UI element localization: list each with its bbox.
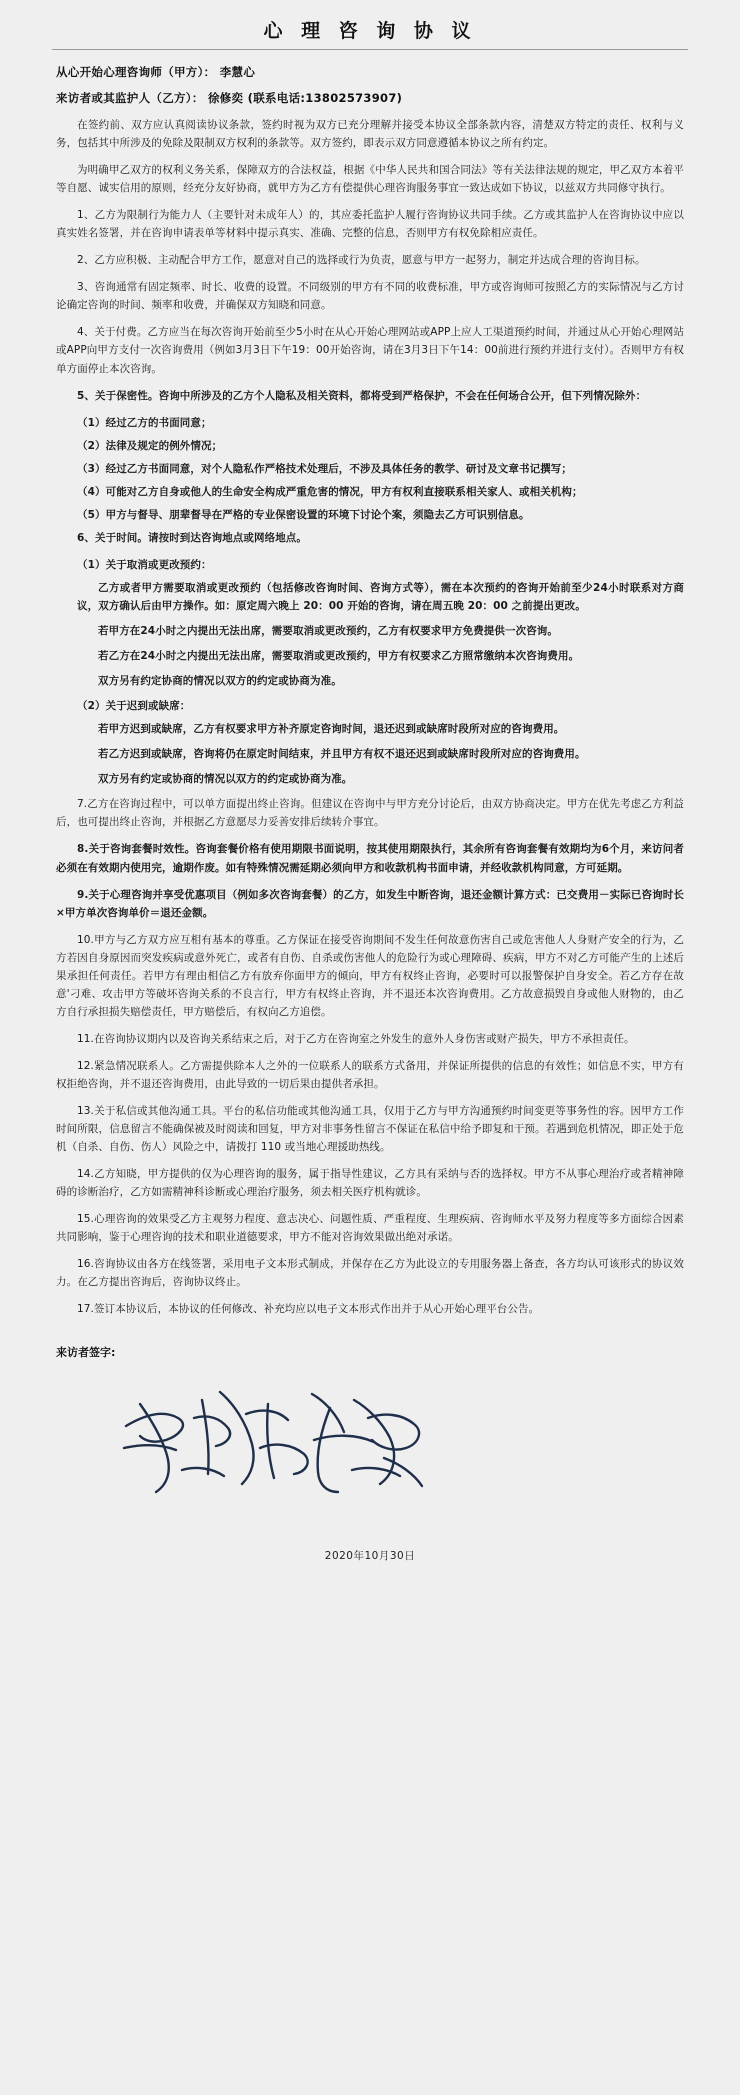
clause-paragraph: （1）关于取消或更改预约： xyxy=(77,558,212,571)
clause-paragraph: 16.咨询协议由各方在线签署，采用电子文本形式制成，并保存在乙方为此设立的专用服务器上备查，各方均认可该形式的协议效力。在乙方提出咨询后，咨询协议终止。 xyxy=(56,1258,684,1289)
clause-paragraph: 若甲方迟到或缺席，乙方有权要求甲方补齐原定咨询时间，退还迟到或缺席时段所对应的咨询费用。 xyxy=(98,723,565,736)
clause-paragraph: 7.乙方在咨询过程中，可以单方面提出终止咨询。但建议在咨询中与甲方充分讨论后，由双方协商决定。甲方在优先考虑乙方利益后，也可提出终止咨询，并根据乙方意愿尽力妥善安排后续转介事宜。 xyxy=(56,798,684,829)
document-body xyxy=(0,64,740,1563)
clause-paragraph: 若乙方在24小时之内提出无法出席，需要取消或更改预约，甲方有权要求乙方照常缴纳本次咨询费用。 xyxy=(98,650,580,663)
clause-paragraph: 若甲方在24小时之内提出无法出席，需要取消或更改预约，乙方有权要求甲方免费提供一次咨询。 xyxy=(98,625,559,638)
clause-paragraph: 10.甲方与乙方双方应互相有基本的尊重。乙方保证在接受咨询期间不发生任何故意伤害自己或危害他人人身财产安全的行为，乙方若因自身原因而突发疾病或意外死亡，或者有自伤、自杀或伤害他人的危险行为或心理障碍、疾病，甲方不对乙方可能产生的上述后果承担任何责任。若甲方有理由相信乙方有放弃你面甲方的倾向，甲方有权终止咨询，必要时可以报警保护自身安全。若乙方存在故意'刁难、攻击甲方等破坏咨询关系的不良言行，甲方有权终止咨询，并不退还本次咨询费用。乙方故意损毁自身或他人财物的，由乙方自行承担损失赔偿责任，甲方赔偿后，有权向乙方追偿。 xyxy=(56,933,684,1018)
clause-paragraph: 为明确甲乙双方的权利义务关系，保障双方的合法权益，根据《中华人民共和国合同法》等有关法律法规的规定，甲乙双方本着平等自愿、诚实信用的原则，经充分友好协商，就甲方为乙方有偿提供心理咨询服务事宜一致达成如下协议，以兹双方共同修守执行。 xyxy=(56,164,684,195)
clause-paragraph: （1）经过乙方的书面同意； xyxy=(77,416,212,429)
clause-paragraph: 2、乙方应积极、主动配合甲方工作，愿意对自己的选择或行为负责，愿意与甲方一起努力，制定并达成合理的咨询目标。 xyxy=(77,254,646,267)
clause-paragraph: 双方另有约定协商的情况以双方的约定或协商为准。 xyxy=(98,675,342,688)
clause-paragraph: （5）甲方与督导、朋辈督导在严格的专业保密设置的环境下讨论个案，须隐去乙方可识别信息。 xyxy=(77,508,530,521)
title-divider xyxy=(52,49,688,50)
clause-paragraph: 3、咨询通常有固定频率、时长、收费的设置。不同级别的甲方有不同的收费标准，甲方或咨询师可按照乙方的实际情况与乙方讨论确定咨询的时间、频率和收费，并确保双方知晓和同意。 xyxy=(56,281,684,312)
clause-paragraph: 双方另有约定或协商的情况以双方的约定或协商为准。 xyxy=(98,773,353,786)
handwritten-signature-icon xyxy=(116,1374,436,1504)
clause-paragraph: （4）可能对乙方自身或他人的生命安全构成严重危害的情况，甲方有权利直接联系相关家人、或相关机构； xyxy=(77,485,583,498)
clause-paragraph: 5、关于保密性。咨询中所涉及的乙方个人隐私及相关资料，都将受到严格保护，不会在任何场合公开，但下列情况除外： xyxy=(77,389,647,402)
clause-paragraph: 4、关于付费。乙方应当在每次咨询开始前至少5小时在从心开始心理网站或APP上应人工渠道预约时间，并通过从心开始心理网站或APP向甲方支付一次咨询费用（例如3月3日下午19：00开始咨询，请在3月3日下午14：00前进行预约并进行支付）。否则甲方有权单方面停止本次咨询。 xyxy=(56,326,684,375)
clause-list xyxy=(56,116,684,1318)
party-b-line: 来访者或其监护人（乙方）： 徐修奕 (联系电话:13802573907) xyxy=(56,91,403,105)
clause-paragraph: 乙方或者甲方需要取消或更改预约（包括修改咨询时间、咨询方式等），需在本次预约的咨询开始前至少24小时联系对方商议，双方确认后由甲方操作。如：原定周六晚上 20：00 开始的咨询，请在周五晚 20：00 之前提出更改。 xyxy=(77,581,684,612)
clause-paragraph: 6、关于时间。请按时到达咨询地点或网络地点。 xyxy=(77,531,308,544)
page-title: 心 理 咨 询 协 议 xyxy=(263,20,477,42)
clause-paragraph: 9.关于心理咨询并享受优惠项目（例如多次咨询套餐）的乙方，如发生中断咨询，退还金额计算方式：已交费用－实际已咨询时长×甲方单次咨询单价＝退还金额。 xyxy=(56,888,684,919)
clause-paragraph: 17.签订本协议后，本协议的任何修改、补充均应以电子文本形式作出并于从心开始心理平台公告。 xyxy=(77,1303,540,1316)
clause-paragraph: 8.关于咨询套餐时效性。咨询套餐价格有使用期限书面说明，按其使用期限执行，其余所有咨询套餐有效期均为6个月，来访问者必须在有效期内使用完，逾期作废。如有特殊情况需延期必须向甲方和收款机构书面申请，并经收款机构同意，方可延期。 xyxy=(56,843,684,874)
document-date: 2020年10月30日 xyxy=(324,1550,416,1563)
clause-paragraph: 13.关于私信或其他沟通工具。平台的私信功能或其他沟通工具，仅用于乙方与甲方沟通预约时间变更等事务性的容。因甲方工作时间所限，信息留言不能确保被及时阅读和回复，甲方对非事务性留言不保证在私信中给予即复和干预。若遇到危机情况，即正处于危机（自杀、自伤、伤人）风险之中，请拨打 110 或当地心理援助热线。 xyxy=(56,1105,684,1154)
clause-paragraph: 1、乙方为限制行为能力人（主要针对未成年人）的，其应委托监护人履行咨询协议共同手续。乙方或其监护人在咨询协议中应以真实姓名签署，并在咨询申请表单等材料中提示真实、准确、完整的信息，否则甲方有权免除相应责任。 xyxy=(56,209,684,240)
clause-paragraph: （3）经过乙方书面同意，对个人隐私作严格技术处理后，不涉及具体任务的教学、研讨及文章书记撰写； xyxy=(77,462,573,475)
clause-paragraph: 15.心理咨询的效果受乙方主观努力程度、意志决心、问题性质、严重程度、生理疾病、咨询师水平及努力程度等多方面综合因素共同影响，鉴于心理咨询的技术和职业道德要求，甲方不能对咨询效果做出绝对承诺。 xyxy=(56,1213,684,1244)
clause-paragraph: 12.紧急情况联系人。乙方需提供除本人之外的一位联系人的联系方式备用，并保证所提供的信息的有效性；如信息不实，甲方有权拒绝咨询，并不退还咨询费用，由此导致的一切后果由提供者承担。 xyxy=(56,1059,684,1090)
clause-paragraph: 14.乙方知晓，甲方提供的仅为心理咨询的服务，属于指导性建议，乙方具有采纳与否的选择权。甲方不从事心理治疗或者精神障碍的诊断治疗，乙方如需精神科诊断或心理治疗服务，须去相关医疗机构就诊。 xyxy=(56,1168,684,1199)
signature-area xyxy=(56,1364,684,1514)
clause-paragraph: 11.在咨询协议期内以及咨询关系结束之后，对于乙方在咨询室之外发生的意外人身伤害或财产损失，甲方不承担责任。 xyxy=(77,1032,635,1045)
clause-paragraph: （2）法律及规定的例外情况； xyxy=(77,439,223,452)
clause-paragraph: 在签约前、双方应认真阅读协议条款，签约时视为双方已充分理解并接受本协议全部条款内容，清楚双方特定的责任、权利与义务，包括其中所涉及的免除及限制双方权利的条款等。双方签约，即表示双方同意遵循本协议之所有约定。 xyxy=(56,119,684,150)
clause-paragraph: （2）关于迟到或缺席： xyxy=(77,700,191,713)
clause-paragraph: 若乙方迟到或缺席，咨询将仍在原定时间结束，并且甲方有权不退还迟到或缺席时段所对应的咨询费用。 xyxy=(98,748,586,761)
signer-label: 来访者签字: xyxy=(56,1346,116,1360)
party-a-line: 从心开始心理咨询师（甲方）： 李慧心 xyxy=(56,65,256,79)
